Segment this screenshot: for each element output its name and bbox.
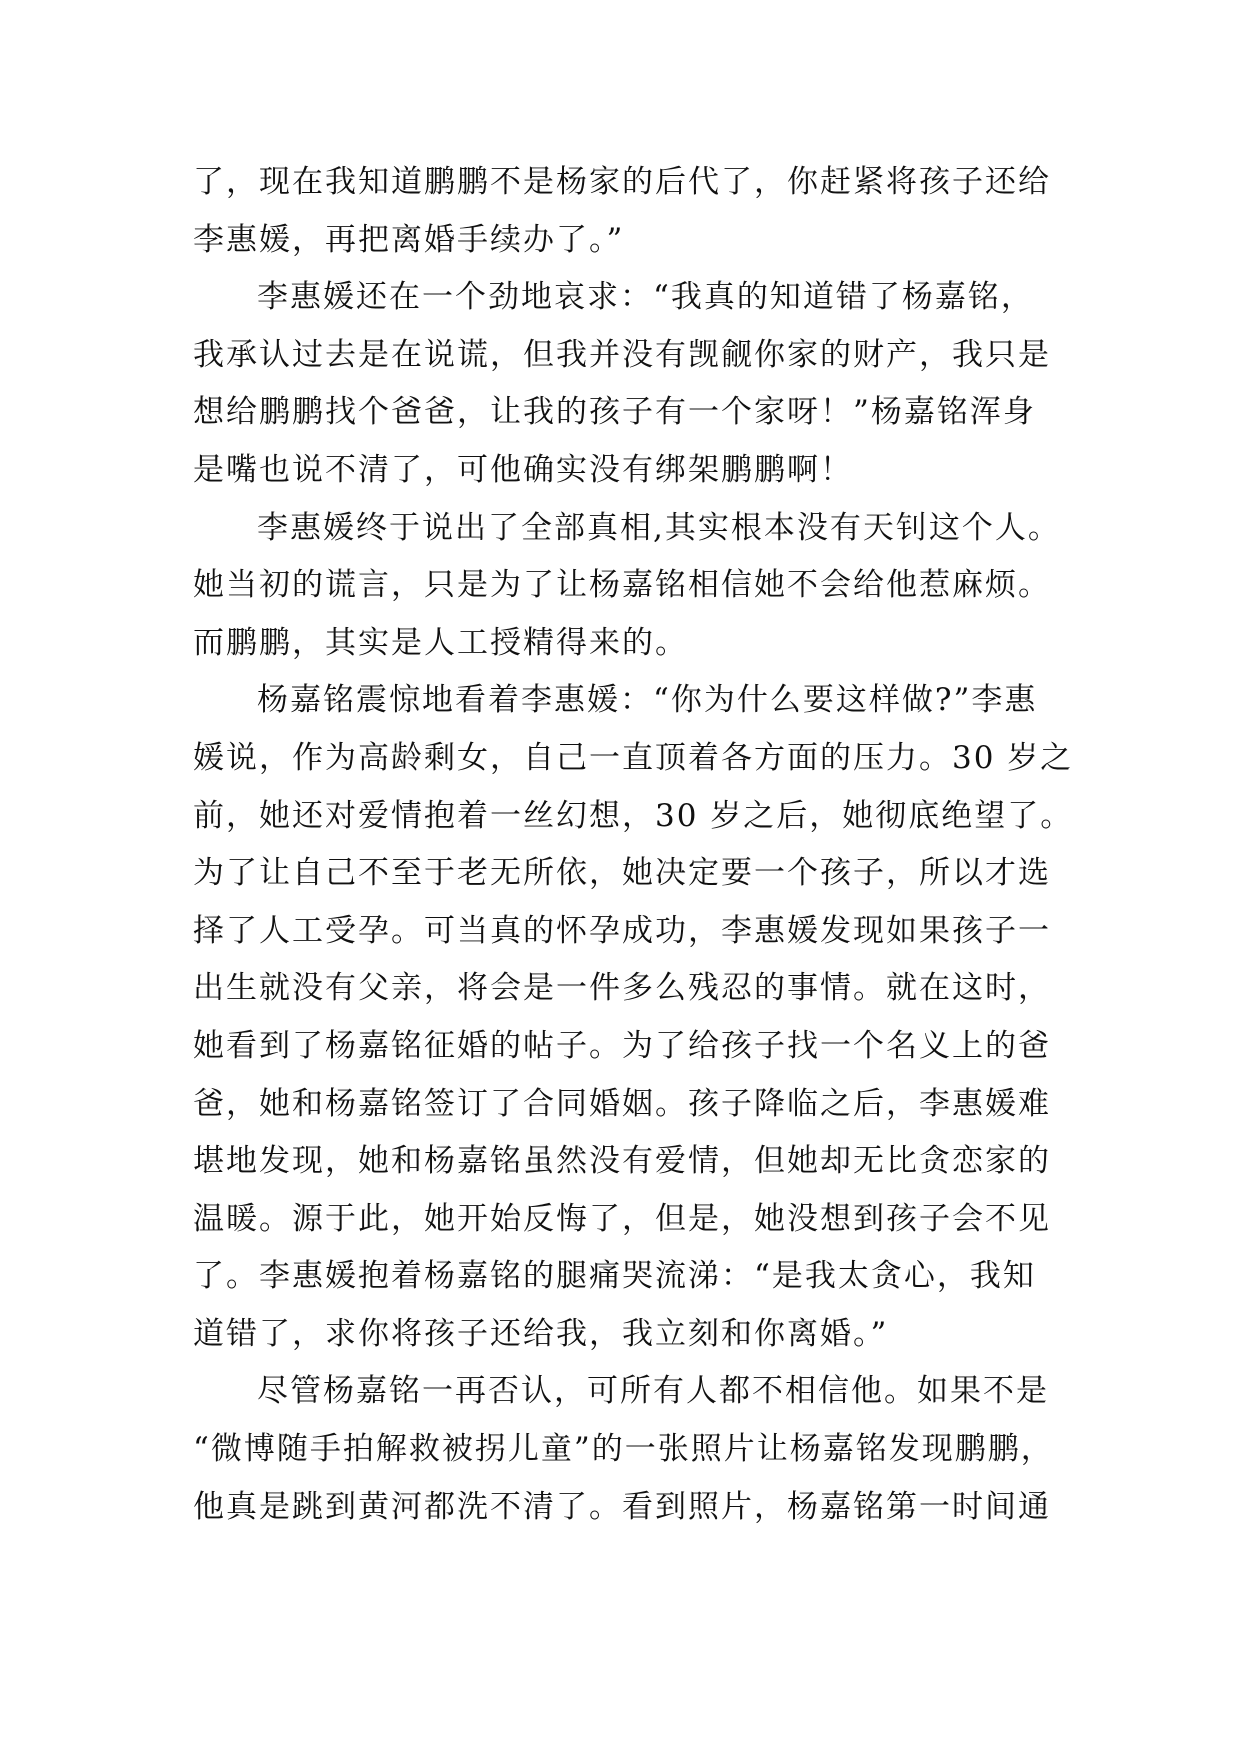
- text-line-20: 了。李惠媛抱着杨嘉铭的腿痛哭流涕：“是我太贪心，我知: [193, 1258, 1036, 1295]
- text-line-8: 她当初的谎言，只是为了让杨嘉铭相信她不会给他惹麻烦。: [193, 567, 1051, 604]
- text-line-9: 而鹏鹏，其实是人工授精得来的。: [193, 624, 688, 661]
- text-line-12: 前，她还对爱情抱着一丝幻想，30 岁之后，她彻底绝望了。: [193, 797, 1073, 834]
- text-line-6: 是嘴也说不清了，可他确实没有绑架鹏鹏啊！: [193, 451, 853, 488]
- text-line-5: 想给鹏鹏找个爸爸，让我的孩子有一个家呀！”杨嘉铭浑身: [193, 394, 1036, 431]
- text-line-24: 他真是跳到黄河都洗不清了。看到照片，杨嘉铭第一时间通: [193, 1488, 1051, 1525]
- text-line-17: 爸，她和杨嘉铭签订了合同婚姻。孩子降临之后，李惠媛难: [193, 1085, 1051, 1122]
- text-line-21: 道错了，求你将孩子还给我，我立刻和你离婚。”: [193, 1315, 889, 1352]
- text-line-15: 出生就没有父亲，将会是一件多么残忍的事情。就在这时，: [193, 970, 1051, 1007]
- text-line-18: 堪地发现，她和杨嘉铭虽然没有爱情，但她却无比贪恋家的: [193, 1143, 1051, 1180]
- text-line-16: 她看到了杨嘉铭征婚的帖子。为了给孩子找一个名义上的爸: [193, 1027, 1051, 1064]
- text-line-11: 媛说，作为高龄剩女，自己一直顶着各方面的压力。30 岁之: [193, 739, 1073, 776]
- text-line-14: 择了人工受孕。可当真的怀孕成功，李惠媛发现如果孩子一: [193, 912, 1051, 949]
- text-line-2: 李惠媛，再把离婚手续办了。”: [193, 221, 625, 258]
- text-line-19: 温暖。源于此，她开始反悔了，但是，她没想到孩子会不见: [193, 1200, 1051, 1237]
- text-line-1: 了，现在我知道鹏鹏不是杨家的后代了，你赶紧将孩子还给: [193, 164, 1051, 200]
- paragraph-start-line-3: 李惠媛还在一个劲地哀求：“我真的知道错了杨嘉铭，: [257, 279, 1034, 316]
- paragraph-start-line-7: 李惠媛终于说出了全部真相,其实根本没有天钊这个人。: [257, 509, 1061, 546]
- text-line-23: “微博随手拍解救被拐儿童”的一张照片让杨嘉铭发现鹏鹏，: [193, 1431, 1054, 1468]
- text-line-4: 我承认过去是在说谎，但我并没有觊觎你家的财产，我只是: [193, 336, 1051, 373]
- paragraph-start-line-22: 尽管杨嘉铭一再否认，可所有人都不相信他。如果不是: [257, 1373, 1049, 1410]
- text-line-13: 为了让自己不至于老无所依，她决定要一个孩子，所以才选: [193, 855, 1051, 892]
- document-body: [193, 154, 1073, 1536]
- paragraph-start-line-10: 杨嘉铭震惊地看着李惠媛：“你为什么要这样做?”李惠: [257, 682, 1038, 719]
